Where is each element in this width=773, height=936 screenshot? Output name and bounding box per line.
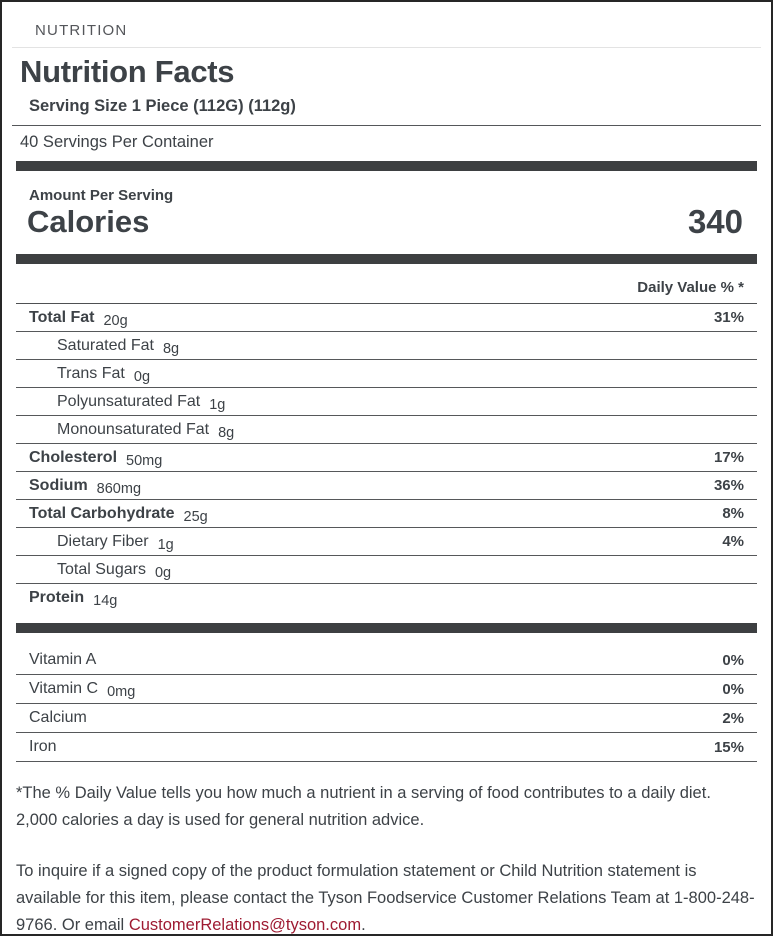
table-row (16, 556, 757, 584)
table-row (16, 584, 757, 612)
nutrient-amount: 14g (93, 593, 118, 609)
table-row (16, 444, 757, 472)
nutrient-label: Trans Fat (57, 364, 125, 382)
nutrient-daily-value: 4% (722, 533, 744, 550)
table-row (16, 332, 757, 360)
contact-text-before: To inquire if a signed copy of the product formulation statement or Child Nutrition statement is available for this item, please contact the Tyson Foodservice Customer Relations Team at 1-800-248-9766. Or email (16, 862, 755, 934)
nutrient-label: Cholesterol (29, 448, 118, 466)
serving-size-label: Serving Size 1 Piece (112G) (112g) (29, 97, 296, 115)
section-bar (16, 161, 757, 171)
vitamin-rows (16, 646, 757, 762)
page-title: Nutrition Facts (20, 54, 235, 89)
section-bar (16, 254, 757, 264)
nutrient-amount: 8g (218, 424, 235, 441)
footnotes (2, 762, 771, 936)
nutrient-amount: 25g (183, 508, 208, 525)
nutrient-rows (16, 304, 757, 612)
nutrient-amount: 1g (157, 536, 174, 553)
nutrient-amount: 0g (133, 368, 151, 385)
nutrient-label: Saturated Fat (57, 336, 154, 354)
table-row (16, 416, 757, 444)
amount-per-serving-label: Amount Per Serving (29, 187, 174, 204)
nutrient-amount: 0mg (107, 684, 136, 700)
nutrient-daily-value: 31% (713, 309, 744, 326)
nutrient-label: Vitamin A (29, 651, 97, 668)
nutrient-amount: 0g (154, 564, 172, 581)
table-row (16, 733, 757, 762)
nutrient-amount: 8g (162, 340, 180, 357)
nutrient-daily-value: 0% (722, 680, 744, 698)
table-row (16, 528, 757, 556)
nutrient-label: Total Fat (29, 308, 95, 326)
table-row (16, 704, 757, 733)
table-row (16, 388, 757, 416)
nutrient-amount: 50mg (126, 452, 163, 469)
nutrient-label: Total Sugars (57, 560, 146, 578)
spacer (2, 612, 771, 623)
contact-text-after: . (361, 916, 366, 934)
nutrient-label: Protein (29, 589, 85, 606)
nutrient-daily-value: 17% (713, 449, 744, 466)
nutrient-label: Vitamin C (29, 680, 99, 697)
servings-per-container-label: 40 Servings Per Container (20, 133, 214, 151)
nutrient-daily-value: 8% (722, 505, 744, 522)
table-row (16, 500, 757, 528)
calories-value: 340 (687, 203, 743, 240)
nutrient-daily-value: 36% (713, 477, 744, 494)
contact-footnote (16, 858, 755, 936)
nutrient-label: Polyunsaturated Fat (57, 392, 201, 410)
daily-value-footnote: *The % Daily Value tells you how much a nutrient in a serving of food contributes to a daily diet. 2,000 calories a day is used for general nutrition advice. (16, 784, 711, 829)
tab-divider (12, 47, 761, 48)
nutrient-label: Dietary Fiber (57, 532, 149, 550)
nutrient-label: Monounsaturated Fat (57, 420, 210, 438)
table-row (16, 472, 757, 500)
nutrient-amount: 20g (103, 312, 128, 329)
table-row (16, 360, 757, 388)
section-bar (16, 623, 757, 633)
nutrient-table (16, 264, 757, 612)
nutrient-label: Total Carbohydrate (29, 504, 175, 522)
nutrient-daily-value: 2% (722, 709, 744, 727)
nutrient-amount: 1g (209, 396, 226, 413)
nutrient-daily-value: 15% (713, 738, 744, 756)
nutrient-label: Iron (29, 738, 57, 755)
tab-nutrition[interactable]: NUTRITION (35, 22, 128, 39)
daily-value-header: Daily Value % * (16, 264, 757, 304)
calories-label: Calories (27, 204, 150, 239)
calories-row (2, 204, 771, 254)
table-row (16, 304, 757, 332)
table-row (16, 675, 757, 704)
customer-relations-email-link[interactable]: CustomerRelations@tyson.com (128, 916, 362, 934)
vitamins-table (16, 633, 757, 762)
nutrient-daily-value: 0% (722, 651, 744, 669)
nutrient-label: Calcium (29, 709, 87, 726)
nutrient-amount: 860mg (96, 480, 142, 497)
table-row (16, 646, 757, 675)
nutrient-label: Sodium (29, 476, 88, 494)
